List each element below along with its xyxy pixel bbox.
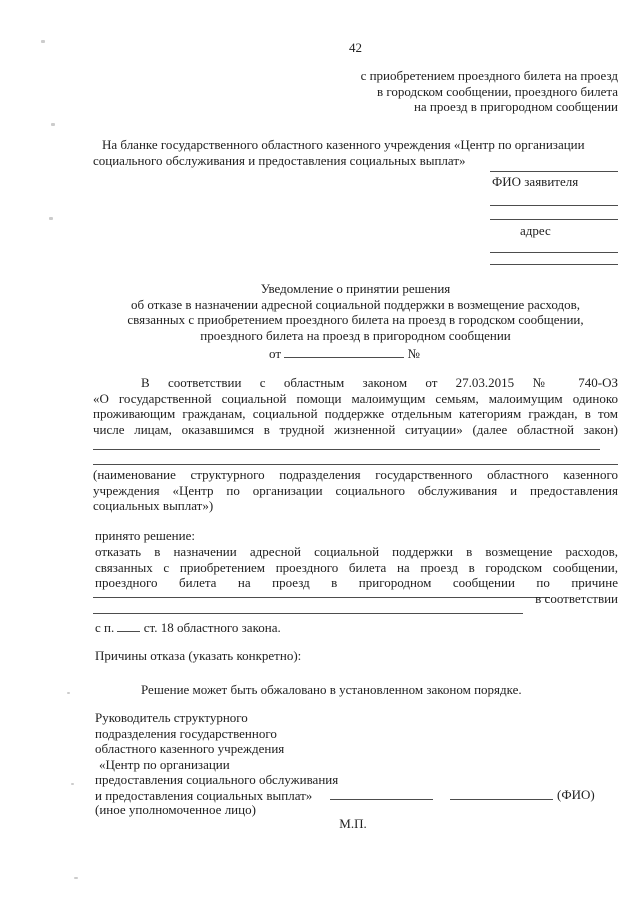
address-label: адрес (520, 223, 551, 238)
letterhead-note (93, 137, 618, 168)
header-right-line: на проезд в пригородном сообщении (413, 99, 618, 114)
decision-line: отказать в назначении адресной социальной поддержки в возмещение расходов, (95, 544, 618, 559)
decision-paragraph (95, 544, 618, 591)
letterhead-line: социального обслуживания и предоставления социальных выплат» (93, 152, 466, 168)
title-line: Уведомление о принятии решения (260, 281, 451, 296)
applicant-block (490, 168, 618, 268)
fio-signature-blank-line (450, 799, 553, 800)
scan-artifact (41, 40, 45, 43)
article-suffix: ст. 18 областного закона. (143, 620, 281, 635)
letterhead-line: На бланке государственного областного казенного учреждения «Центр по организации (102, 137, 585, 152)
fio-label: ФИО заявителя (492, 174, 579, 189)
address-blank-line (490, 219, 618, 220)
title-line: проездного билета на проезд в пригородном сообщении (200, 327, 511, 343)
date-prefix: от (269, 346, 282, 361)
decision-line: проездного билета на проезд в пригородном сообщении по причине (95, 575, 618, 590)
caption-line: учреждения «Центр по организации социального обслуживания и предоставления (93, 482, 618, 498)
alt-signer-note: (иное уполномоченное лицо) (95, 802, 256, 817)
caption-line: социальных выплат») (93, 498, 214, 513)
header-right-line: с приобретением проездного билета на проезд (360, 68, 618, 83)
scan-artifact (74, 877, 78, 879)
signature-title-line: подразделения государственного (95, 725, 277, 741)
article-number-blank (117, 620, 140, 632)
number-sign: № (407, 346, 420, 361)
date-blank-field (284, 346, 404, 358)
signature-blank-line (330, 799, 433, 800)
scan-artifact (67, 692, 70, 694)
decision-intro: принято решение: (95, 528, 195, 543)
appeal-note: Решение может быть обжаловано в установленном законом порядке. (141, 682, 522, 697)
signature-title-line: Руководитель структурного (95, 710, 248, 725)
scan-artifact (71, 783, 74, 785)
law-paragraph-line: числе лицам, оказавшимся в трудной жизненной ситуации» (далее областной закон) (93, 421, 618, 437)
signature-title-line: предоставления социального обслуживания (95, 772, 339, 787)
header-right-line: в городском сообщении, проездного билета (376, 83, 618, 99)
reason-blank-line (93, 613, 523, 614)
header-right-note (93, 68, 618, 115)
scan-artifact (49, 217, 53, 220)
title-line: об отказе в назначении адресной социальной поддержки в возмещение расходов, (130, 296, 581, 312)
department-blank-line (93, 464, 618, 465)
article-reference (95, 620, 281, 636)
address-blank-line (490, 252, 618, 253)
seal-mark: М.П. (339, 816, 367, 831)
department-blank-line (93, 449, 600, 450)
fio-suffix-label: (ФИО) (557, 787, 595, 802)
page-number: 42 (349, 40, 362, 55)
date-number-line (82, 346, 607, 362)
department-caption (93, 467, 618, 514)
accordance-text: в соответствии (535, 591, 618, 606)
address-blank-line (490, 264, 618, 265)
fio-blank-line (490, 171, 618, 172)
signature-title-line: «Центр по организации (99, 756, 230, 772)
fio-blank-line (490, 205, 618, 206)
law-paragraph (93, 375, 618, 437)
decision-line: связанных с приобретением проездного билета на проезд в городском сообщении, (95, 559, 618, 575)
law-paragraph-line: проживающим гражданам, социальной поддержке отдельным категориям граждан, в том (93, 406, 618, 421)
law-paragraph-line: «О государственной социальной помощи малоимущим семьям, малоимущим одиноко (93, 390, 618, 406)
article-prefix: с п. (95, 620, 115, 635)
scan-artifact (51, 123, 55, 126)
reasons-label: Причины отказа (указать конкретно): (95, 648, 302, 663)
signature-title-line: и предоставления социальных выплат» (95, 787, 313, 803)
title-line: связанных с приобретением проездного билета на проезд в городском сообщении, (127, 312, 584, 327)
signature-title-line: областного казенного учреждения (95, 741, 285, 756)
document-title (93, 281, 618, 343)
law-paragraph-line: В соответствии с областным законом от 27.03.2015 № 740-ОЗ (141, 375, 618, 390)
signature-title-block (95, 710, 395, 803)
caption-line: (наименование структурного подразделения государственного областного казенного (93, 467, 618, 482)
